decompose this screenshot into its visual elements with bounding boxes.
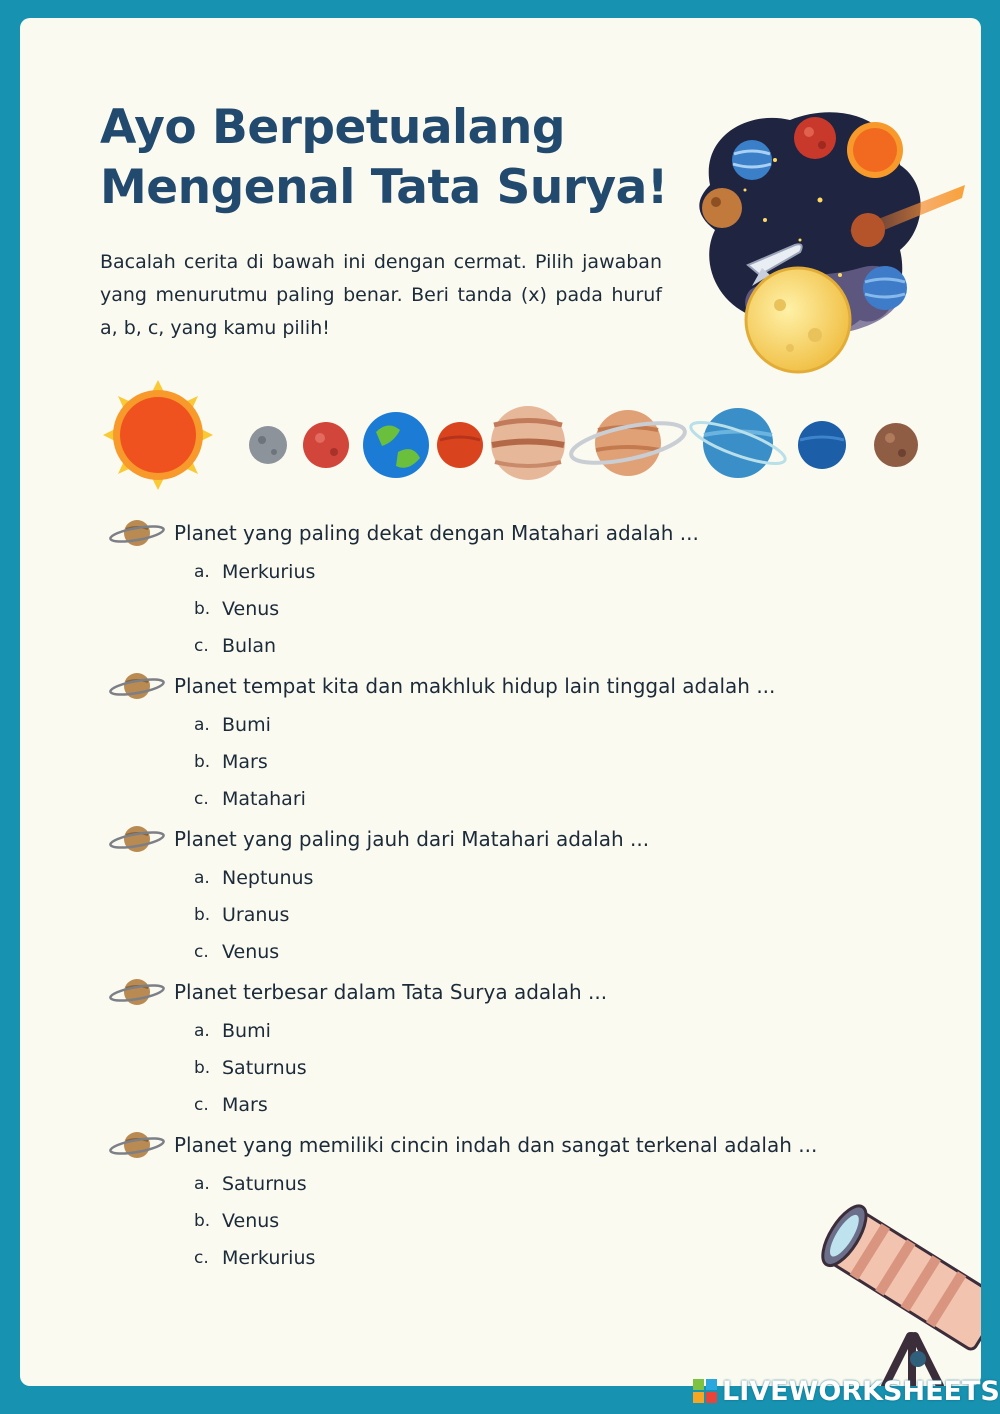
option-letter: b. (194, 1057, 211, 1078)
saturn-bullet-icon (108, 668, 166, 704)
instructions-text: Bacalah cerita di bawah ini dengan cermat. Pilih jawaban yang menurutmu paling benar. Beri tanda (x) pada huruf a, b, c, yang kamu pilih! (100, 251, 662, 339)
option-letter: b. (194, 751, 211, 772)
option-letter: a. (194, 867, 210, 888)
question-1 (108, 513, 928, 664)
pluto-icon (874, 423, 918, 467)
question-4 (108, 972, 928, 1123)
option-text: Venus (222, 1209, 280, 1232)
option-c[interactable] (108, 1086, 928, 1123)
option-text: Matahari (222, 787, 306, 810)
option-letter: a. (194, 1020, 210, 1041)
option-a[interactable] (108, 706, 928, 743)
title-line-1: Ayo Berpetualang (100, 100, 565, 155)
option-letter: c. (194, 788, 209, 809)
space-illustration (670, 90, 970, 375)
page-title (100, 98, 668, 218)
option-b[interactable] (108, 896, 928, 933)
question-text: Planet yang paling jauh dari Matahari adalah ... (174, 827, 650, 851)
sun-icon (103, 380, 213, 490)
option-letter: c. (194, 941, 209, 962)
question-2 (108, 666, 928, 817)
mars-icon (437, 422, 483, 468)
option-text: Saturnus (222, 1172, 307, 1195)
option-a[interactable] (108, 1012, 928, 1049)
red-planet-icon (794, 117, 836, 159)
option-text: Venus (222, 940, 280, 963)
sun-small-icon (847, 122, 903, 178)
question-3 (108, 819, 928, 970)
option-b[interactable] (108, 743, 928, 780)
option-text: Saturnus (222, 1056, 307, 1079)
question-text: Planet terbesar dalam Tata Surya adalah ... (174, 980, 608, 1004)
answer-options (108, 1012, 928, 1123)
option-letter: c. (194, 635, 209, 656)
saturn-bullet-icon (108, 821, 166, 857)
option-text: Merkurius (222, 1246, 316, 1269)
option-letter: b. (194, 598, 211, 619)
uranus-icon (687, 408, 789, 478)
option-text: Mars (222, 750, 268, 773)
worksheet-page (20, 18, 981, 1386)
big-sun-icon (746, 268, 850, 372)
option-c[interactable] (108, 933, 928, 970)
answer-options (108, 553, 928, 664)
solar-system-row (98, 380, 918, 490)
option-b[interactable] (108, 590, 928, 627)
answer-options (108, 706, 928, 817)
earth-icon (363, 412, 429, 478)
neptune-small-icon (863, 266, 907, 310)
option-c[interactable] (108, 780, 928, 817)
option-c[interactable] (108, 627, 928, 664)
watermark-text: LIVEWORKSHEETS (722, 1375, 1000, 1407)
question-text: Planet tempat kita dan makhluk hidup lain tinggal adalah ... (174, 674, 776, 698)
option-letter: b. (194, 904, 211, 925)
blue-planet-icon (732, 140, 772, 180)
option-a[interactable] (108, 553, 928, 590)
telescope-icon (800, 1196, 981, 1386)
option-text: Neptunus (222, 866, 314, 889)
comet-icon (851, 213, 885, 247)
liveworksheets-watermark (692, 1374, 1000, 1408)
venus-icon (303, 422, 349, 468)
mercury-icon (249, 426, 287, 464)
option-letter: a. (194, 1173, 210, 1194)
option-letter: a. (194, 561, 210, 582)
liveworksheets-logo-icon (692, 1378, 718, 1404)
option-text: Bulan (222, 634, 277, 657)
option-text: Uranus (222, 903, 290, 926)
option-text: Venus (222, 597, 280, 620)
answer-options (108, 859, 928, 970)
option-letter: c. (194, 1094, 209, 1115)
jupiter-icon (491, 406, 565, 480)
option-text: Mars (222, 1093, 268, 1116)
option-letter: c. (194, 1247, 209, 1268)
option-text: Merkurius (222, 560, 316, 583)
saturn-icon (568, 410, 688, 476)
title-line-2: Mengenal Tata Surya! (100, 160, 668, 215)
neptune-icon (798, 421, 846, 469)
question-list (108, 513, 928, 1276)
saturn-bullet-icon (108, 974, 166, 1010)
saturn-bullet-icon (108, 1127, 166, 1163)
option-text: Bumi (222, 1019, 271, 1042)
option-text: Bumi (222, 713, 271, 736)
question-text: Planet yang memiliki cincin indah dan sangat terkenal adalah ... (174, 1133, 818, 1157)
saturn-bullet-icon (108, 515, 166, 551)
option-letter: b. (194, 1210, 211, 1231)
question-text: Planet yang paling dekat dengan Matahari adalah ... (174, 521, 699, 545)
brown-planet-icon (702, 188, 742, 228)
option-letter: a. (194, 714, 210, 735)
option-b[interactable] (108, 1049, 928, 1086)
option-a[interactable] (108, 859, 928, 896)
